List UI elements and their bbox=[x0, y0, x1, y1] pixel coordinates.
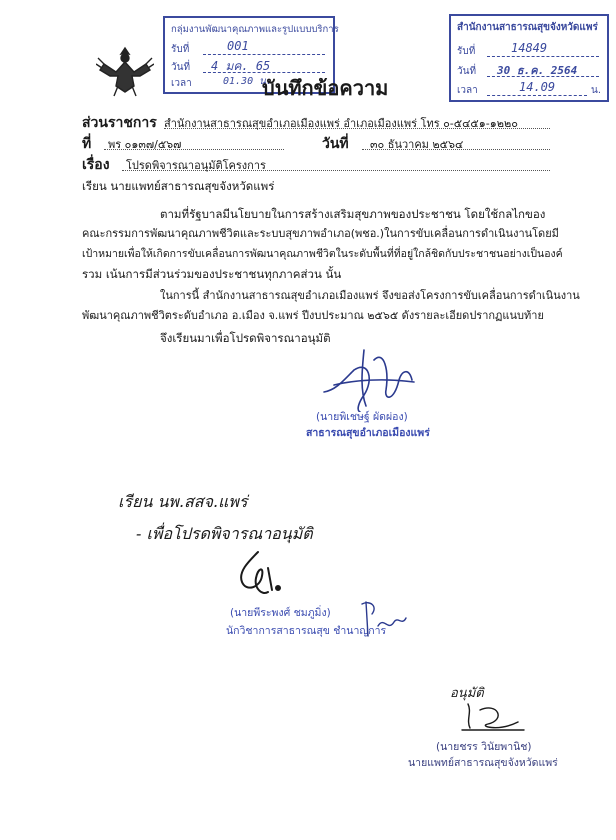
paragraph-1-line-1: ตามที่รัฐบาลมีนโยบายในการสร้างเสริมสุขภาพของประชาชน โดยใช้กลไกของ bbox=[160, 207, 546, 221]
signer-1-position: สาธารณสุขอำเภอเมืองแพร่ bbox=[306, 427, 430, 439]
handwritten-note-line-2: - เพื่อโปรดพิจารณาอนุมัติ bbox=[136, 524, 313, 543]
stamp-left-row-received bbox=[171, 42, 189, 57]
stamp-right-label-date: วันที่ bbox=[457, 66, 477, 77]
stamp-right-value-received: 14849 bbox=[511, 41, 548, 55]
paragraph-1-line-2: คณะกรรมการพัฒนาคุณภาพชีวิตและระบบสุขภาพอำเภอ(พชอ.)ในการขับเคลื่อนการดำเนินงานโดยมี bbox=[82, 227, 559, 240]
paragraph-2-line-2: พัฒนาคุณภาพชีวิตระดับอำเภอ อ.เมือง จ.แพร่ ปีงบประมาณ ๒๕๖๕ ดังรายละเอียดปรากฏแนบท้าย bbox=[82, 309, 544, 322]
approval-signature bbox=[458, 700, 528, 736]
date-label: วันที่ bbox=[322, 136, 349, 152]
handwritten-note-line-1: เรียน นพ.สสจ.แพร่ bbox=[118, 492, 248, 511]
stamp-left-title: กลุ่มงานพัฒนาคุณภาพและรูปแบบบริการ bbox=[171, 24, 339, 35]
signature-1 bbox=[314, 340, 424, 412]
stamp-left-label-date: วันที่ bbox=[171, 62, 191, 73]
stamp-right-time-suffix: น. bbox=[591, 85, 602, 96]
signer-2-position: นักวิชาการสาธารณสุข ชำนาญการ bbox=[226, 625, 387, 637]
subject-value: โปรดพิจารณาอนุมัติโครงการ bbox=[126, 159, 266, 172]
paragraph-1-line-4: รวม เน้นการมีส่วนร่วมของประชาชนทุกภาคส่วน นั้น bbox=[82, 267, 342, 281]
paragraph-2-line-1: ในการนี้ สำนักงานสาธารณสุขอำเภอเมืองแพร่ จึงขอส่งโครงการขับเคลื่อนการดำเนินงาน bbox=[160, 289, 580, 302]
salutation: เรียน นายแพทย์สาธารณสุขจังหวัดแพร่ bbox=[82, 179, 275, 193]
garuda-emblem bbox=[96, 42, 154, 98]
paragraph-1-line-3: เป้าหมายเพื่อให้เกิดการขับเคลื่อนการพัฒนาคุณภาพชีวิตในระดับพื้นที่ที่อยู่ใกล้ชิดกับประชาชนอย่างเป็นองค์ bbox=[82, 248, 563, 260]
stamp-right-row-date bbox=[457, 64, 476, 79]
stamp-right-label-time: เวลา bbox=[457, 85, 478, 96]
initials-scribble bbox=[358, 596, 408, 640]
stamp-left-label-time: เวลา bbox=[171, 78, 192, 89]
stamp-left-value-received: 001 bbox=[227, 39, 249, 53]
stamp-left-value-date: 4 มค. 65 bbox=[211, 59, 271, 73]
signature-2 bbox=[228, 548, 298, 598]
date-value: ๓๐ ธันวาคม ๒๕๖๔ bbox=[370, 138, 464, 151]
stamp-left-row-time bbox=[171, 76, 192, 91]
approval-mark: อนุมัติ bbox=[450, 686, 484, 701]
received-stamp-right bbox=[449, 14, 609, 102]
signer-2-name: (นายพีระพงศ์ ชมภูมิ่ง) bbox=[230, 607, 331, 619]
stamp-right-title: สำนักงานสาธารณสุขจังหวัดแพร่ bbox=[457, 22, 598, 33]
approver-name: (นายชรร วินัยพานิช) bbox=[436, 741, 532, 753]
ref-value: พร ๐๑๓๗/๕๖๗ bbox=[108, 138, 182, 151]
memo-title: บันทึกข้อความ bbox=[262, 76, 389, 100]
stamp-right-label-received: รับที่ bbox=[457, 46, 476, 57]
department-value: สำนักงานสาธารณสุขอำเภอเมืองแพร่ อำเภอเมืองแพร่ โทร ๐-๕๔๕๑-๑๒๒๐ bbox=[164, 117, 518, 130]
stamp-right-value-time: 14.09 bbox=[519, 80, 556, 94]
stamp-left-label-received: รับที่ bbox=[171, 44, 190, 55]
subject-label: เรื่อง bbox=[82, 157, 110, 173]
closing-line: จึงเรียนมาเพื่อโปรดพิจารณาอนุมัติ bbox=[160, 331, 331, 345]
department-label: ส่วนราชการ bbox=[82, 115, 157, 131]
stamp-right-row-received bbox=[457, 44, 475, 59]
stamp-left-row-date bbox=[171, 60, 190, 75]
stamp-left-value-time: 01.30 น. bbox=[223, 76, 272, 87]
ref-label: ที่ bbox=[82, 136, 92, 152]
stamp-right-row-time bbox=[457, 83, 478, 98]
stamp-right-value-date: 30 ธ.ค. 2564 bbox=[497, 64, 578, 77]
signer-1-name: (นายพิเชษฐ์ ผัดผ่อง) bbox=[316, 411, 408, 423]
approver-position: นายแพทย์สาธารณสุขจังหวัดแพร่ bbox=[408, 757, 558, 769]
